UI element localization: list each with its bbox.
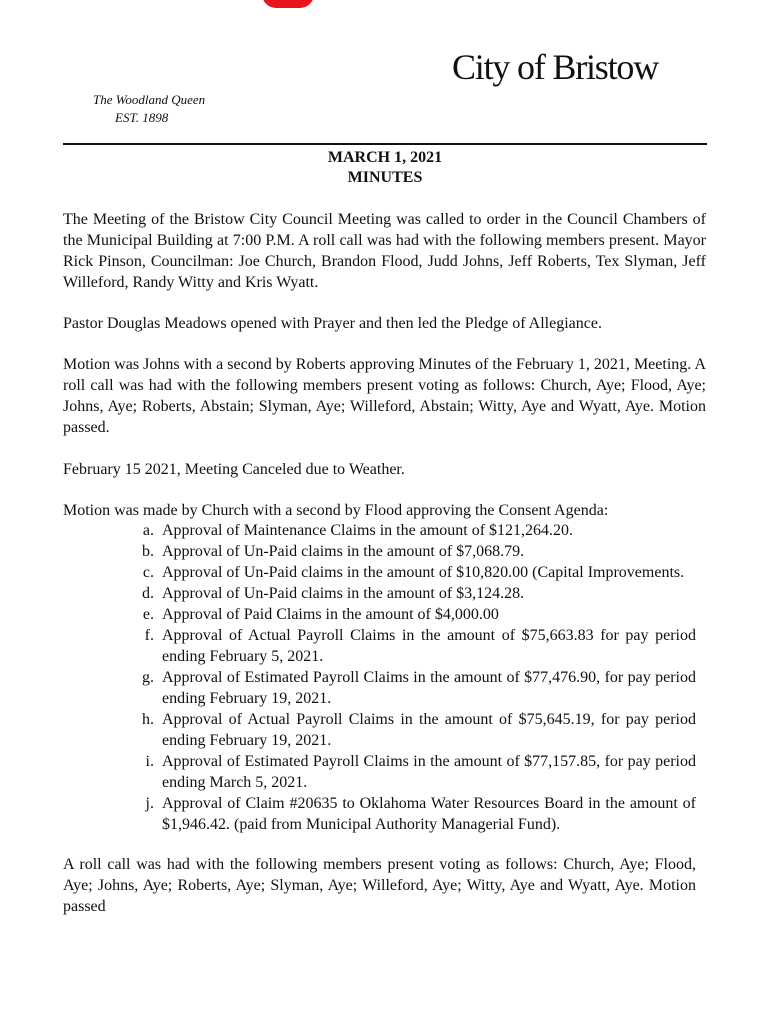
agenda-item-marker: e. xyxy=(142,606,154,623)
agenda-item-marker: g. xyxy=(142,669,154,686)
agenda-item xyxy=(120,562,696,583)
consent-motion-paragraph: Motion was made by Church with a second by Flood approving the Consent Agenda: xyxy=(63,502,609,519)
agenda-item-marker: d. xyxy=(142,585,154,602)
agenda-item-text: Approval of Un-Paid claims in the amount of $7,068.79. xyxy=(162,543,525,560)
agenda-item-marker: i. xyxy=(145,753,154,770)
agenda-item xyxy=(120,604,696,625)
meeting-canceled-paragraph: February 15 2021, Meeting Canceled due to Weather. xyxy=(63,461,405,478)
roll-call-result-paragraph: A roll call was had with the following members present voting as follows: Church, Aye; Flood, Aye; Johns, Aye; Roberts, Aye; Slyman, Aye; Willeford, Aye; Witty, Aye and Wyatt, Aye. Motion passed xyxy=(63,856,696,915)
minutes-motion-paragraph: Motion was Johns with a second by Roberts approving Minutes of the February 1, 2021, Meeting. A roll call was had with the following members present voting as follows: Church, Aye; Flood, Aye; Johns, Aye; Roberts, Abstain; Slyman, Aye; Willeford, Abstain; Witty, Aye and Wyatt, Aye. Motion passed. xyxy=(63,356,706,436)
agenda-item-text: Approval of Estimated Payroll Claims in the amount of $77,476.90, for pay period ending February 19, 2021. xyxy=(162,669,696,707)
agenda-item-text: Approval of Un-Paid claims in the amount of $3,124.28. xyxy=(162,585,525,602)
agenda-item-text: Approval of Maintenance Claims in the amount of $121,264.20. xyxy=(162,522,574,539)
agenda-item xyxy=(120,625,696,667)
agenda-item-marker: j. xyxy=(145,795,154,812)
agenda-item-marker: h. xyxy=(142,711,154,728)
prayer-paragraph: Pastor Douglas Meadows opened with Prayer and then led the Pledge of Allegiance. xyxy=(63,315,602,332)
header-divider xyxy=(63,143,707,145)
agenda-item xyxy=(120,793,696,835)
agenda-item-marker: b. xyxy=(142,543,154,560)
agenda-item-marker: c. xyxy=(142,564,154,581)
agenda-item xyxy=(120,541,696,562)
agenda-item-marker: f. xyxy=(144,627,154,644)
city-logo-fragment xyxy=(262,0,314,8)
agenda-item-text: Approval of Actual Payroll Claims in the amount of $75,663.83 for pay period ending February 5, 2021. xyxy=(162,627,696,665)
agenda-item xyxy=(120,751,696,793)
call-to-order-paragraph: The Meeting of the Bristow City Council Meeting was called to order in the Council Chambers of the Municipal Building at 7:00 P.M. A roll call was had with the following members present. Mayor Rick Pinson, Councilman: Joe Church, Brandon Flood, Judd Johns, Jeff Roberts, Tex Slyman, Jeff Willeford, Randy Witty and Kris Wyatt. xyxy=(63,211,706,291)
agenda-item xyxy=(120,709,696,751)
consent-agenda-list xyxy=(120,520,696,835)
agenda-item-text: Approval of Claim #20635 to Oklahoma Water Resources Board in the amount of $1,946.42. (paid from Municipal Authority Managerial Fund). xyxy=(162,795,696,833)
city-tagline: The Woodland Queen xyxy=(93,92,206,107)
agenda-item xyxy=(120,667,696,709)
agenda-item-text: Approval of Actual Payroll Claims in the amount of $75,645.19, for pay period ending February 19, 2021. xyxy=(162,711,696,749)
established-year: EST. 1898 xyxy=(115,110,169,125)
agenda-item xyxy=(120,520,696,541)
agenda-item-text: Approval of Estimated Payroll Claims in the amount of $77,157.85, for pay period ending March 5, 2021. xyxy=(162,753,696,791)
agenda-item xyxy=(120,583,696,604)
agenda-item-marker: a. xyxy=(142,522,154,539)
agenda-item-text: Approval of Paid Claims in the amount of $4,000.00 xyxy=(162,606,499,623)
meeting-date: MARCH 1, 2021 xyxy=(327,149,443,166)
document-type: MINUTES xyxy=(347,169,423,186)
city-title: City of Bristow xyxy=(452,47,659,87)
agenda-item-text: Approval of Un-Paid claims in the amount of $10,820.00 (Capital Improvements. xyxy=(162,564,685,581)
